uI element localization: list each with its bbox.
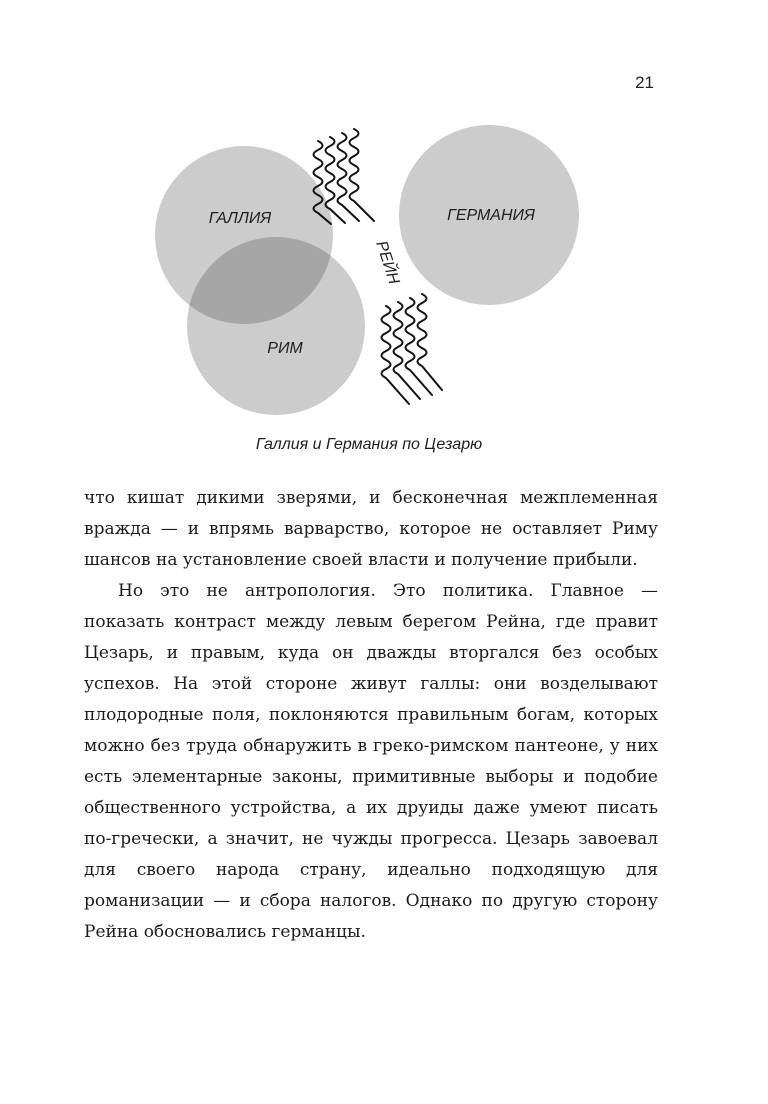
germania-label: ГЕРМАНИЯ	[447, 207, 535, 224]
rhine-waves-lower	[382, 294, 443, 404]
paragraph-politics: Но это не антропология. Это политика. Главное — показать контраст между левым берегом Рейна, где правит Цезарь, и правым, куда он дважды вторгался без особых успехов. На этой стороне живут галлы: они возделывают плодородные поля, поклоняются правильным богам, которых можно без труда обнаружить в греко-римском пантеоне, у них есть элементарные законы, примитивные выборы и подобие общественного устройства, а их друиды даже умеют писать по-гречески, а значит, не чужды прогресса. Цезарь завоевал для своего народа страну, идеально подходящую для романизации — и сбора налогов. Однако по другую сторону Рейна обосновались германцы.	[84, 581, 658, 942]
rhine-label: РЕЙН	[372, 238, 403, 287]
paragraph-continuation: что кишат дикими зверями, и бесконечная межплеменная вражда — и впрямь варварство, которое не оставляет Риму шансов на установление своей власти и получение прибыли.	[84, 488, 658, 570]
rome-label: РИМ	[267, 340, 303, 357]
venn-diagram	[0, 0, 768, 470]
body-text	[84, 483, 658, 948]
figure-caption: Галлия и Германия по Цезарю	[255, 436, 483, 453]
gaul-label: ГАЛЛИЯ	[208, 210, 272, 227]
page-number: 21	[635, 73, 654, 92]
